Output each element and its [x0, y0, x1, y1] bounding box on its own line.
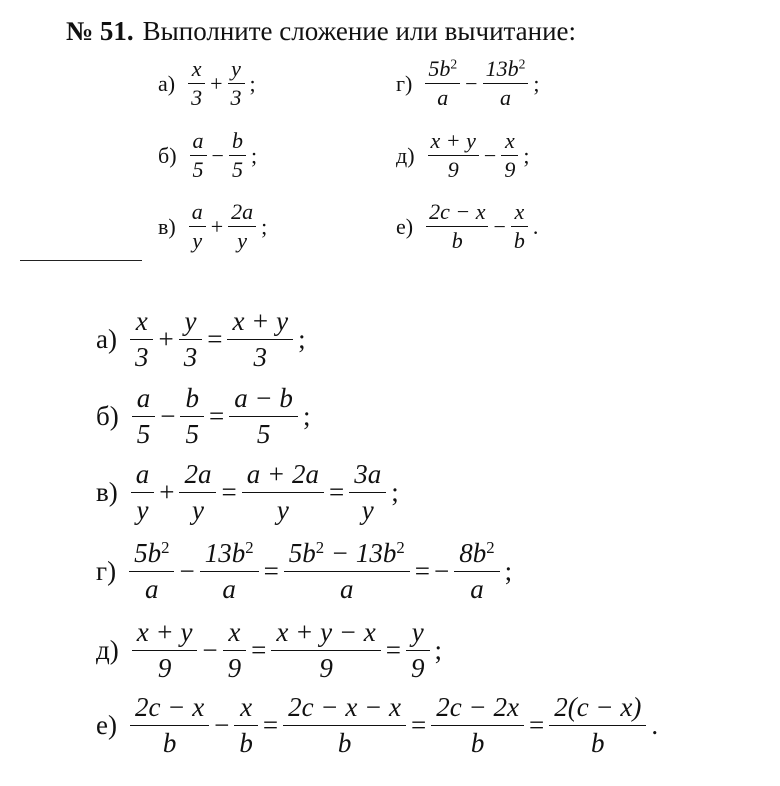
fraction: $\frac{3a}{y}$	[349, 459, 386, 525]
exercise-number: № 51.	[66, 16, 134, 46]
operator: −	[483, 142, 497, 168]
fraction: $\frac{x}{3}$	[188, 56, 205, 110]
task-label: е)	[396, 213, 414, 239]
equals: =	[385, 635, 402, 665]
punctuation: ;	[250, 142, 258, 168]
fraction: $\frac{a}{y}$	[131, 459, 155, 525]
task-e	[396, 199, 542, 253]
operator: +	[210, 213, 224, 239]
solution-label: е)	[96, 710, 117, 740]
operator: −	[179, 556, 195, 586]
solution-label: б)	[96, 401, 119, 431]
task-b	[158, 128, 261, 182]
fraction: $\frac{x + y}{3}$	[227, 306, 293, 372]
fraction: $\frac{y}{3}$	[228, 56, 245, 110]
equals: =	[328, 477, 345, 507]
solution-b	[96, 383, 314, 449]
punctuation: .	[532, 213, 539, 239]
punctuation: ;	[302, 401, 311, 431]
punctuation: ;	[434, 635, 443, 665]
operator: −	[434, 556, 450, 586]
equals: =	[207, 324, 223, 354]
punctuation: ;	[261, 213, 268, 239]
fraction: $\frac{2(c - x)}{b}$	[549, 692, 646, 758]
punctuation: ;	[298, 324, 306, 354]
solution-g	[96, 538, 516, 604]
exercise-instruction: Выполните сложение или вычитание:	[142, 16, 577, 46]
operator: +	[159, 477, 175, 507]
fraction: $\frac{x + y - x}{9}$	[271, 617, 380, 683]
solution-d	[96, 617, 446, 683]
task-label: д)	[396, 142, 415, 168]
fraction: $\frac{5b^2 - 13b^2}{a}$	[284, 538, 410, 604]
equals: =	[221, 477, 237, 507]
fraction: $\frac{b}{5}$	[180, 383, 204, 449]
task-v	[158, 199, 271, 253]
task-label: в)	[158, 213, 176, 239]
punctuation: ;	[391, 477, 399, 507]
fraction: $\frac{13b^2}{a}$	[483, 56, 529, 110]
task-d	[396, 128, 533, 182]
fraction: $\frac{x}{9}$	[223, 617, 247, 683]
fraction: $\frac{x}{b}$	[511, 199, 528, 253]
fraction: $\frac{2c - 2x}{b}$	[431, 692, 524, 758]
equals: =	[251, 635, 267, 665]
equals: =	[528, 710, 545, 740]
fraction: $\frac{13b^2}{a}$	[200, 538, 259, 604]
fraction: $\frac{a}{5}$	[190, 128, 207, 182]
operator: +	[210, 70, 223, 96]
solution-label: в)	[96, 477, 118, 507]
task-g	[396, 56, 544, 110]
solution-a	[96, 306, 310, 372]
punctuation: ;	[523, 142, 530, 168]
operator: +	[158, 324, 174, 354]
equals: =	[411, 710, 427, 740]
operator: −	[211, 142, 224, 168]
fraction: $\frac{x}{9}$	[501, 128, 518, 182]
operator: −	[493, 213, 506, 239]
operator: −	[202, 635, 218, 665]
solution-e	[96, 692, 662, 758]
equals: =	[414, 556, 431, 586]
solution-label: а)	[96, 324, 117, 354]
task-label: а)	[158, 70, 176, 96]
fraction: $\frac{5b^2}{a}$	[425, 56, 460, 110]
fraction: $\frac{x + y}{9}$	[132, 617, 198, 683]
fraction: $\frac{2a}{y}$	[179, 459, 216, 525]
punctuation: .	[651, 710, 659, 740]
section-divider	[20, 260, 142, 261]
punctuation: ;	[249, 70, 256, 96]
solution-label: г)	[96, 556, 117, 586]
fraction: $\frac{x}{3}$	[130, 306, 154, 372]
equals: =	[263, 556, 279, 586]
task-label: б)	[158, 142, 177, 168]
fraction: $\frac{a + 2a}{y}$	[242, 459, 324, 525]
fraction: $\frac{a - b}{5}$	[229, 383, 298, 449]
exercise-title	[66, 14, 576, 48]
fraction: $\frac{a}{y}$	[189, 199, 206, 253]
solution-v	[96, 459, 403, 525]
solution-label: д)	[96, 635, 119, 665]
fraction: $\frac{y}{9}$	[406, 617, 430, 683]
task-label: г)	[396, 70, 413, 96]
fraction: $\frac{2c - x}{b}$	[426, 199, 488, 253]
fraction: $\frac{5b^2}{a}$	[129, 538, 174, 604]
fraction: $\frac{x}{b}$	[234, 692, 258, 758]
punctuation: ;	[504, 556, 513, 586]
fraction: $\frac{b}{5}$	[229, 128, 246, 182]
fraction: $\frac{y}{3}$	[179, 306, 203, 372]
fraction: $\frac{a}{5}$	[132, 383, 156, 449]
task-a	[158, 56, 260, 110]
punctuation: ;	[533, 70, 540, 96]
fraction: $\frac{2c - x - x}{b}$	[283, 692, 406, 758]
fraction: $\frac{2c - x}{b}$	[130, 692, 209, 758]
equals: =	[208, 401, 225, 431]
equals: =	[262, 710, 279, 740]
operator: −	[465, 70, 478, 96]
fraction: $\frac{2a}{y}$	[228, 199, 256, 253]
operator: −	[160, 401, 176, 431]
operator: −	[214, 710, 230, 740]
fraction: $\frac{8b^2}{a}$	[454, 538, 499, 604]
fraction: $\frac{x + y}{9}$	[428, 128, 479, 182]
